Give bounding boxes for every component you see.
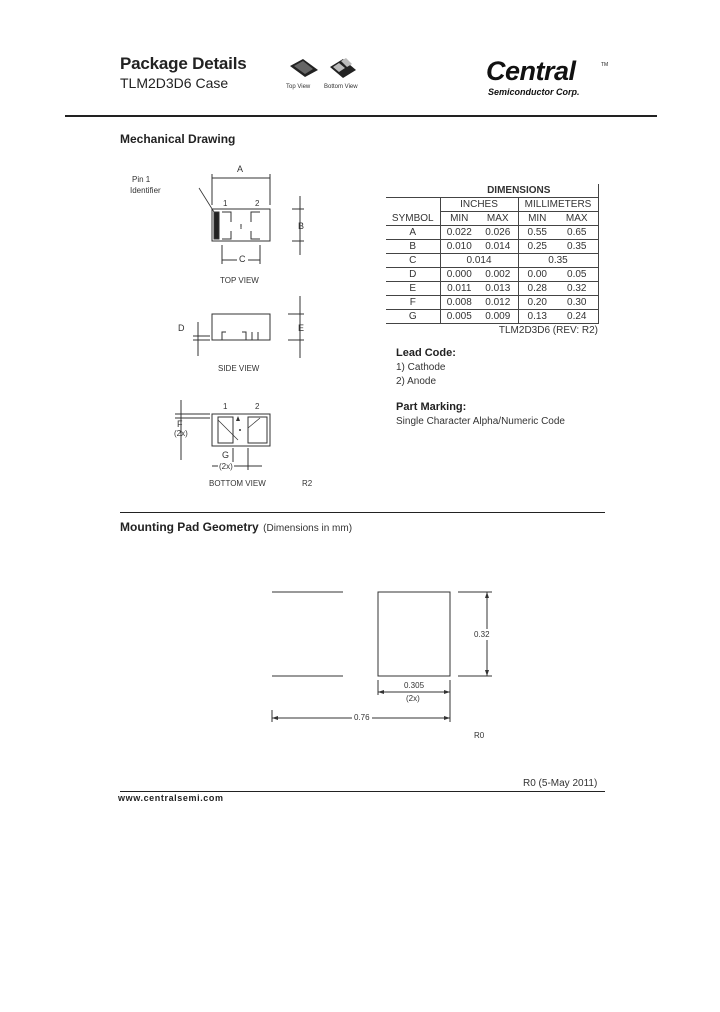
dim-b-label: B bbox=[298, 221, 305, 231]
bottom-pin-1-label: 1 bbox=[223, 402, 228, 411]
in-min-header: MIN bbox=[440, 212, 478, 226]
lead-code-item: 2) Anode bbox=[396, 376, 437, 387]
dim-f-label: F bbox=[177, 419, 183, 429]
mounting-heading: Mounting Pad Geometry bbox=[120, 520, 259, 534]
page-title: Package Details bbox=[120, 54, 247, 73]
dim-height-label: 0.32 bbox=[474, 630, 490, 639]
bottom-pin-2-label: 2 bbox=[255, 402, 260, 411]
part-marking-text: Single Character Alpha/Numeric Code bbox=[396, 416, 565, 427]
table-row: B 0.010 0.014 0.25 0.35 bbox=[386, 240, 598, 254]
dim-c-label: C bbox=[239, 254, 246, 264]
pin1-label: Pin 1 bbox=[132, 175, 151, 184]
mounting-subheading: (Dimensions in mm) bbox=[263, 523, 353, 534]
logo-subtitle: Semiconductor Corp. bbox=[488, 87, 580, 97]
bottom-view-label: BOTTOM VIEW bbox=[209, 479, 266, 488]
case-name: TLM2D3D6 Case bbox=[120, 75, 229, 91]
symbol-header: SYMBOL bbox=[391, 212, 434, 224]
lead-code-heading: Lead Code: bbox=[396, 347, 456, 359]
dim-a-label: A bbox=[237, 164, 244, 174]
table-row: G 0.005 0.009 0.13 0.24 bbox=[386, 310, 598, 324]
inches-header: INCHES bbox=[440, 198, 518, 212]
dim-width-label: 0.305 bbox=[404, 681, 425, 690]
table-footnote: TLM2D3D6 (REV: R2) bbox=[386, 324, 598, 338]
dim-total-label: 0.76 bbox=[354, 713, 370, 722]
dim-width-qty: (2x) bbox=[406, 694, 420, 703]
logo-tm: TM bbox=[601, 62, 609, 68]
top-view-thumb-label: Top View bbox=[286, 84, 311, 90]
table-row: C 0.014 0.35 bbox=[386, 254, 598, 268]
mm-max-header: MAX bbox=[556, 212, 598, 226]
mounting-rev-label: R0 bbox=[474, 731, 485, 740]
dim-d-label: D bbox=[178, 323, 185, 333]
dim-f-qty: (2x) bbox=[174, 429, 188, 438]
website-link[interactable]: www.centralsemi.com bbox=[118, 793, 224, 803]
millimeters-header: MILLIMETERS bbox=[518, 198, 598, 212]
table-row: F 0.008 0.012 0.20 0.30 bbox=[386, 296, 598, 310]
table-row: A 0.022 0.026 0.55 0.65 bbox=[386, 226, 598, 240]
bottom-view-thumb-label: Bottom View bbox=[324, 84, 358, 90]
mm-min-header: MIN bbox=[518, 212, 556, 226]
dim-g-label: G bbox=[222, 450, 230, 460]
revision-date: R0 (5-May 2011) bbox=[523, 778, 598, 789]
top-pin-1-label: 1 bbox=[223, 199, 228, 208]
top-pin-2-label: 2 bbox=[255, 199, 260, 208]
table-row: D 0.000 0.002 0.00 0.05 bbox=[386, 268, 598, 282]
table-row: E 0.011 0.013 0.28 0.32 bbox=[386, 282, 598, 296]
part-marking-heading: Part Marking: bbox=[396, 401, 467, 413]
right-pad bbox=[378, 592, 450, 676]
dimensions-title: DIMENSIONS bbox=[440, 184, 598, 198]
dim-g-qty: (2x) bbox=[219, 462, 233, 471]
side-view-label: SIDE VIEW bbox=[218, 364, 260, 373]
logo-central: Central bbox=[486, 56, 576, 86]
top-view-label: TOP VIEW bbox=[220, 276, 259, 285]
identifier-label: Identifier bbox=[130, 186, 161, 195]
in-max-header: MAX bbox=[478, 212, 518, 226]
drawing-rev-label: R2 bbox=[302, 479, 313, 488]
mechanical-drawing-heading: Mechanical Drawing bbox=[120, 132, 236, 146]
lead-code-item: 1) Cathode bbox=[396, 362, 446, 373]
dim-e-label: E bbox=[298, 323, 305, 333]
footer-divider bbox=[120, 791, 605, 792]
